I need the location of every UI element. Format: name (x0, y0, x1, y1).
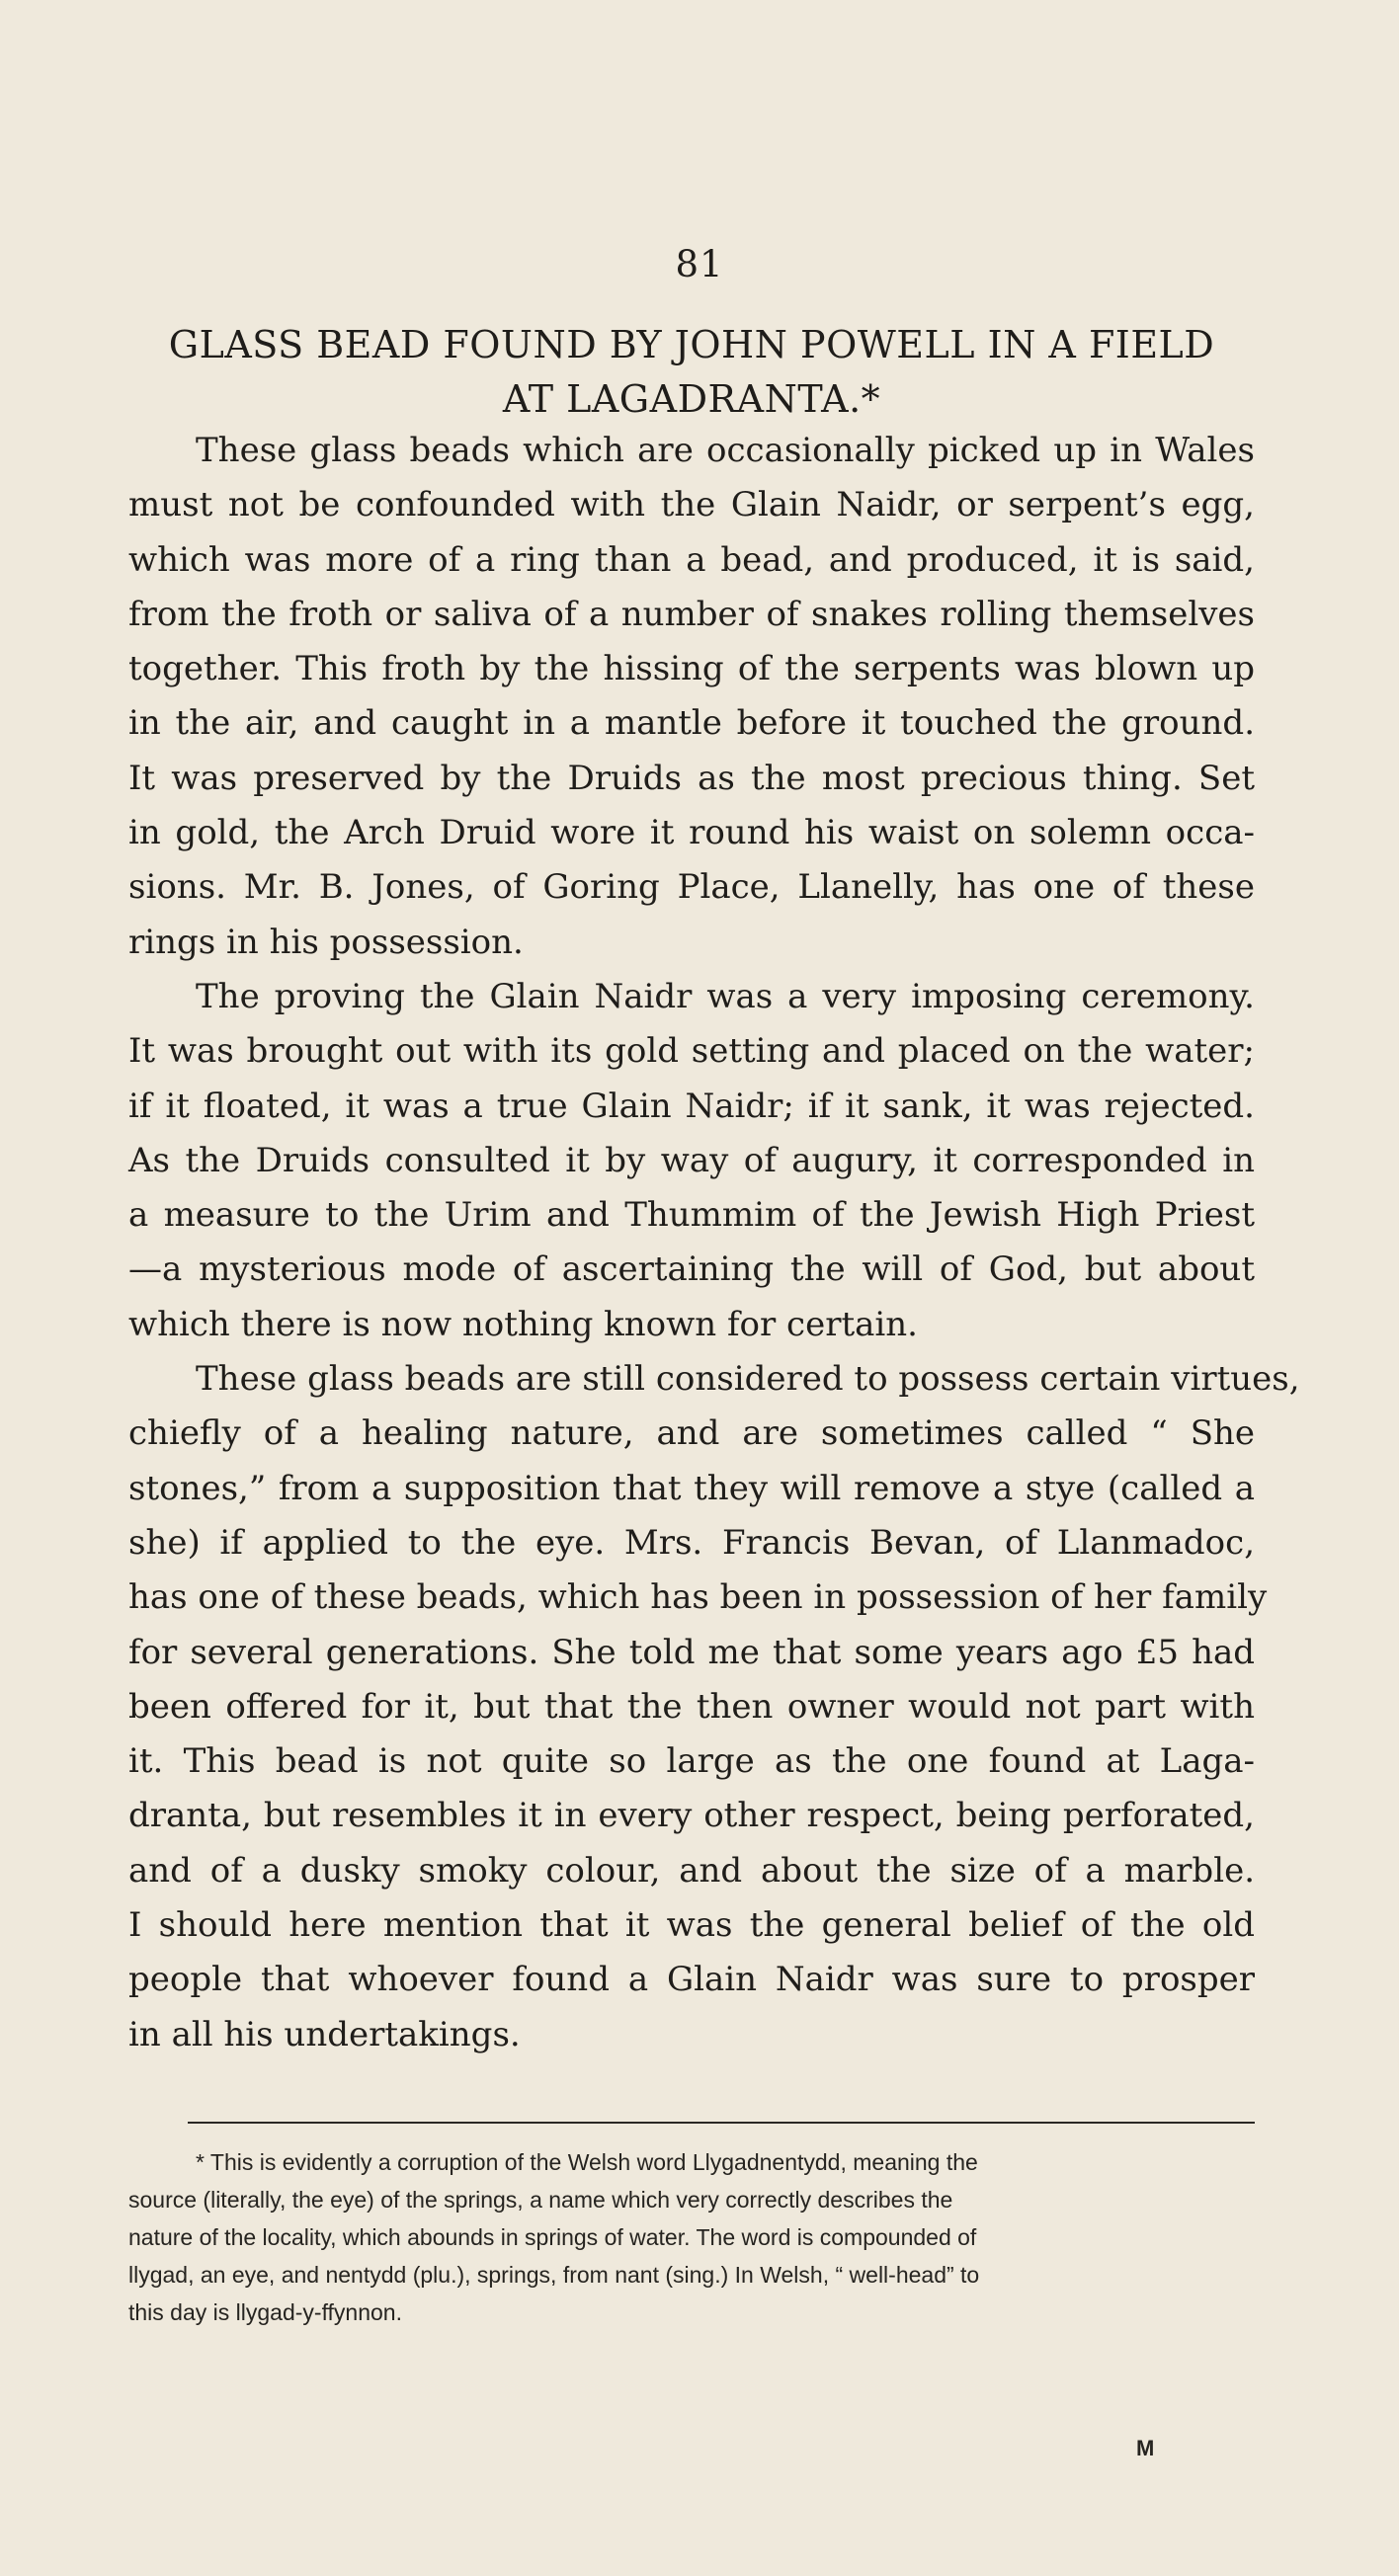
text-line: sions. Mr. B. Jones, of Goring Place, Llanelly, has one of these (128, 867, 1255, 908)
text-line: been offered for it, but that the then owner would not part with (128, 1686, 1255, 1727)
footnote-line: * This is evidently a corruption of the Welsh word Llygadnentydd, meaning the (196, 2149, 978, 2175)
footnote-line: llygad, an eye, and nentydd (plu.), springs, from nant (sing.) In Welsh, “ well-head” to (128, 2262, 980, 2288)
text-line: which was more of a ring than a bead, and produced, it is said, (128, 539, 1255, 580)
text-line: I should here mention that it was the general belief of the old (128, 1905, 1255, 1946)
title-line: GLASS BEAD FOUND BY JOHN POWELL IN A FIELD (168, 323, 1215, 366)
text-line: These glass beads which are occasionally picked up in Wales (196, 431, 1255, 470)
signature-mark: M (1136, 2436, 1155, 2460)
text-line: for several generations. She told me that some years ago £5 had (128, 1632, 1255, 1672)
footnote-line: source (literally, the eye) of the springs, a name which very correctly describes the (128, 2187, 953, 2213)
text-line: which there is now nothing known for certain. (128, 1304, 918, 1344)
text-line: —a mysterious mode of ascertaining the will of God, but about (128, 1249, 1255, 1290)
text-line: together. This froth by the hissing of the serpents was blown up (128, 649, 1255, 689)
text-line: These glass beads are still considered to possess certain virtues, (196, 1359, 1300, 1400)
paragraph (128, 1352, 1300, 2062)
text-line: chiefly of a healing nature, and are sometimes called “ She (128, 1413, 1255, 1454)
text-line: a measure to the Urim and Thummim of the Jewish High Priest (128, 1195, 1255, 1236)
text-line: she) if applied to the eye. Mrs. Francis Bevan, of Llanmadoc, (128, 1522, 1255, 1563)
text-line: if it floated, it was a true Glain Naidr; if it sank, it was rejected. (128, 1086, 1255, 1126)
page-number: 81 (675, 243, 724, 285)
text-line: dranta, but resembles it in every other respect, being perforated, (128, 1796, 1255, 1836)
footnote-line: nature of the locality, which abounds in springs of water. The word is compounded of (128, 2224, 977, 2250)
paragraph (128, 970, 1255, 1352)
text-line: has one of these beads, which has been in possession of her family (128, 1577, 1268, 1618)
footnote-line: this day is llygad-y-ffynnon. (128, 2299, 402, 2325)
text-line: in the air, and caught in a mantle before it touched the ground. (128, 703, 1255, 744)
text-line: The proving the Glain Naidr was a very imposing ceremony. (196, 976, 1255, 1016)
text-line: it. This bead is not quite so large as the one found at Laga- (128, 1741, 1255, 1782)
text-line: As the Druids consulted it by way of augury, it corresponded in (128, 1140, 1255, 1180)
text-line: people that whoever found a Glain Naidr was sure to prosper (128, 1960, 1255, 2000)
text-line: from the froth or saliva of a number of snakes rolling themselves (128, 594, 1255, 634)
text-line: and of a dusky smoky colour, and about the size of a marble. (128, 1850, 1255, 1891)
body-text (128, 424, 1300, 2062)
text-line: rings in his possession. (128, 922, 524, 962)
text-line: It was preserved by the Druids as the most precious thing. Set (128, 758, 1255, 798)
text-line: in gold, the Arch Druid wore it round his waist on solemn occa- (128, 813, 1255, 853)
title-line: AT LAGADRANTA.* (502, 377, 881, 421)
text-line: must not be confounded with the Glain Naidr, or serpent’s egg, (128, 485, 1255, 525)
footnote (128, 2143, 1255, 2331)
footnote-divider (188, 2122, 1255, 2124)
text-line: It was brought out with its gold setting and placed on the water; (128, 1031, 1255, 1072)
text-line: in all his undertakings. (128, 2014, 521, 2054)
text-line: stones,” from a supposition that they will remove a stye (called a (128, 1468, 1255, 1508)
paragraph (128, 424, 1255, 970)
chapter-title (128, 318, 1255, 427)
